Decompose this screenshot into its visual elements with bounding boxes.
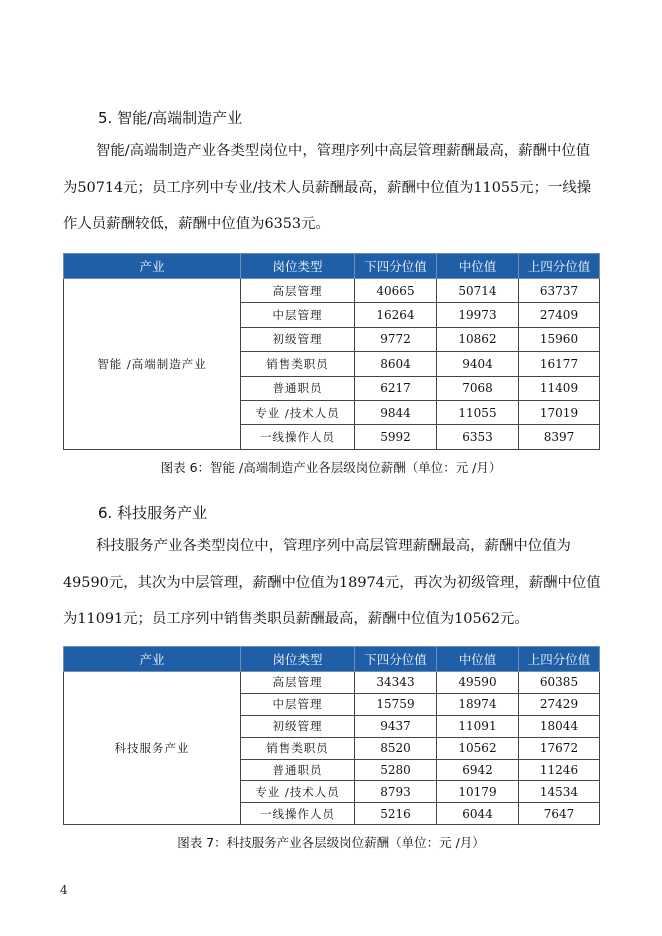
value-cell: 6942	[437, 759, 519, 781]
position-cell: 中层管理	[241, 303, 355, 327]
value-cell: 40665	[355, 279, 437, 303]
value-cell: 7068	[437, 376, 519, 400]
section-heading: 5. 智能/高端制造产业	[98, 109, 243, 127]
value-cell: 8604	[355, 352, 437, 376]
value-cell: 6353	[437, 425, 519, 449]
page-number: 4	[60, 883, 68, 897]
position-cell: 高层管理	[241, 279, 355, 303]
value-cell: 17672	[519, 737, 600, 759]
column-header: 上四分位值	[519, 647, 600, 672]
value-cell: 9437	[355, 715, 437, 737]
table-row	[64, 279, 600, 303]
value-cell: 18044	[519, 715, 600, 737]
value-cell: 8520	[355, 737, 437, 759]
value-cell: 14534	[519, 781, 600, 803]
table-caption: 图表 6：智能 /高端制造产业各层级岗位薪酬（单位：元 /月）	[160, 460, 502, 475]
value-cell: 60385	[519, 672, 600, 694]
value-cell: 10562	[437, 737, 519, 759]
section-paragraph: 智能/高端制造产业各类型岗位中，管理序列中高层管理薪酬最高，薪酬中位值为50714元；员工序列中专业/技术人员薪酬最高，薪酬中位值为11055元；一线操作人员薪酬较低，薪酬中位值为6353元。	[63, 143, 592, 232]
value-cell: 63737	[519, 279, 600, 303]
column-header: 中位值	[437, 647, 519, 672]
column-header: 上四分位值	[519, 254, 600, 279]
position-cell: 普通职员	[241, 376, 355, 400]
value-cell: 50714	[437, 279, 519, 303]
value-cell: 19973	[437, 303, 519, 327]
industry-cell: 智能 /高端制造产业	[64, 279, 241, 450]
value-cell: 17019	[519, 400, 600, 424]
value-cell: 6217	[355, 376, 437, 400]
industry-cell: 科技服务产业	[64, 672, 241, 825]
value-cell: 16264	[355, 303, 437, 327]
column-header: 产业	[64, 254, 241, 279]
salary-table	[63, 646, 600, 825]
position-cell: 一线操作人员	[241, 803, 355, 825]
value-cell: 18974	[437, 693, 519, 715]
value-cell: 8397	[519, 425, 600, 449]
table-header-row	[64, 254, 600, 279]
column-header: 中位值	[437, 254, 519, 279]
section-paragraph: 科技服务产业各类型岗位中，管理序列中高层管理薪酬最高，薪酬中位值为49590元，其次为中层管理，薪酬中位值为18974元，再次为初级管理，薪酬中位值为11091元；员工序列中销售类职员薪酬最高，薪酬中位值为10562元。	[63, 538, 601, 627]
position-cell: 中层管理	[241, 693, 355, 715]
value-cell: 9772	[355, 327, 437, 351]
value-cell: 49590	[437, 672, 519, 694]
value-cell: 34343	[355, 672, 437, 694]
value-cell: 9844	[355, 400, 437, 424]
position-cell: 销售类职员	[241, 737, 355, 759]
value-cell: 10179	[437, 781, 519, 803]
value-cell: 27409	[519, 303, 600, 327]
table-row	[64, 672, 600, 694]
value-cell: 11055	[437, 400, 519, 424]
value-cell: 11409	[519, 376, 600, 400]
column-header: 产业	[64, 647, 241, 672]
position-cell: 一线操作人员	[241, 425, 355, 449]
value-cell: 5992	[355, 425, 437, 449]
value-cell: 11246	[519, 759, 600, 781]
value-cell: 15960	[519, 327, 600, 351]
value-cell: 15759	[355, 693, 437, 715]
value-cell: 7647	[519, 803, 600, 825]
table-header-row	[64, 647, 600, 672]
value-cell: 16177	[519, 352, 600, 376]
position-cell: 初级管理	[241, 715, 355, 737]
section-heading: 6. 科技服务产业	[98, 504, 208, 522]
salary-table	[63, 253, 600, 450]
value-cell: 11091	[437, 715, 519, 737]
value-cell: 27429	[519, 693, 600, 715]
position-cell: 专业 /技术人员	[241, 400, 355, 424]
value-cell: 6044	[437, 803, 519, 825]
column-header: 岗位类型	[241, 647, 355, 672]
position-cell: 普通职员	[241, 759, 355, 781]
column-header: 岗位类型	[241, 254, 355, 279]
position-cell: 初级管理	[241, 327, 355, 351]
column-header: 下四分位值	[355, 647, 437, 672]
position-cell: 高层管理	[241, 672, 355, 694]
table-caption: 图表 7：科技服务产业各层级岗位薪酬（单位：元 /月）	[177, 835, 485, 850]
column-header: 下四分位值	[355, 254, 437, 279]
value-cell: 9404	[437, 352, 519, 376]
position-cell: 销售类职员	[241, 352, 355, 376]
position-cell: 专业 /技术人员	[241, 781, 355, 803]
value-cell: 5280	[355, 759, 437, 781]
value-cell: 10862	[437, 327, 519, 351]
value-cell: 5216	[355, 803, 437, 825]
value-cell: 8793	[355, 781, 437, 803]
